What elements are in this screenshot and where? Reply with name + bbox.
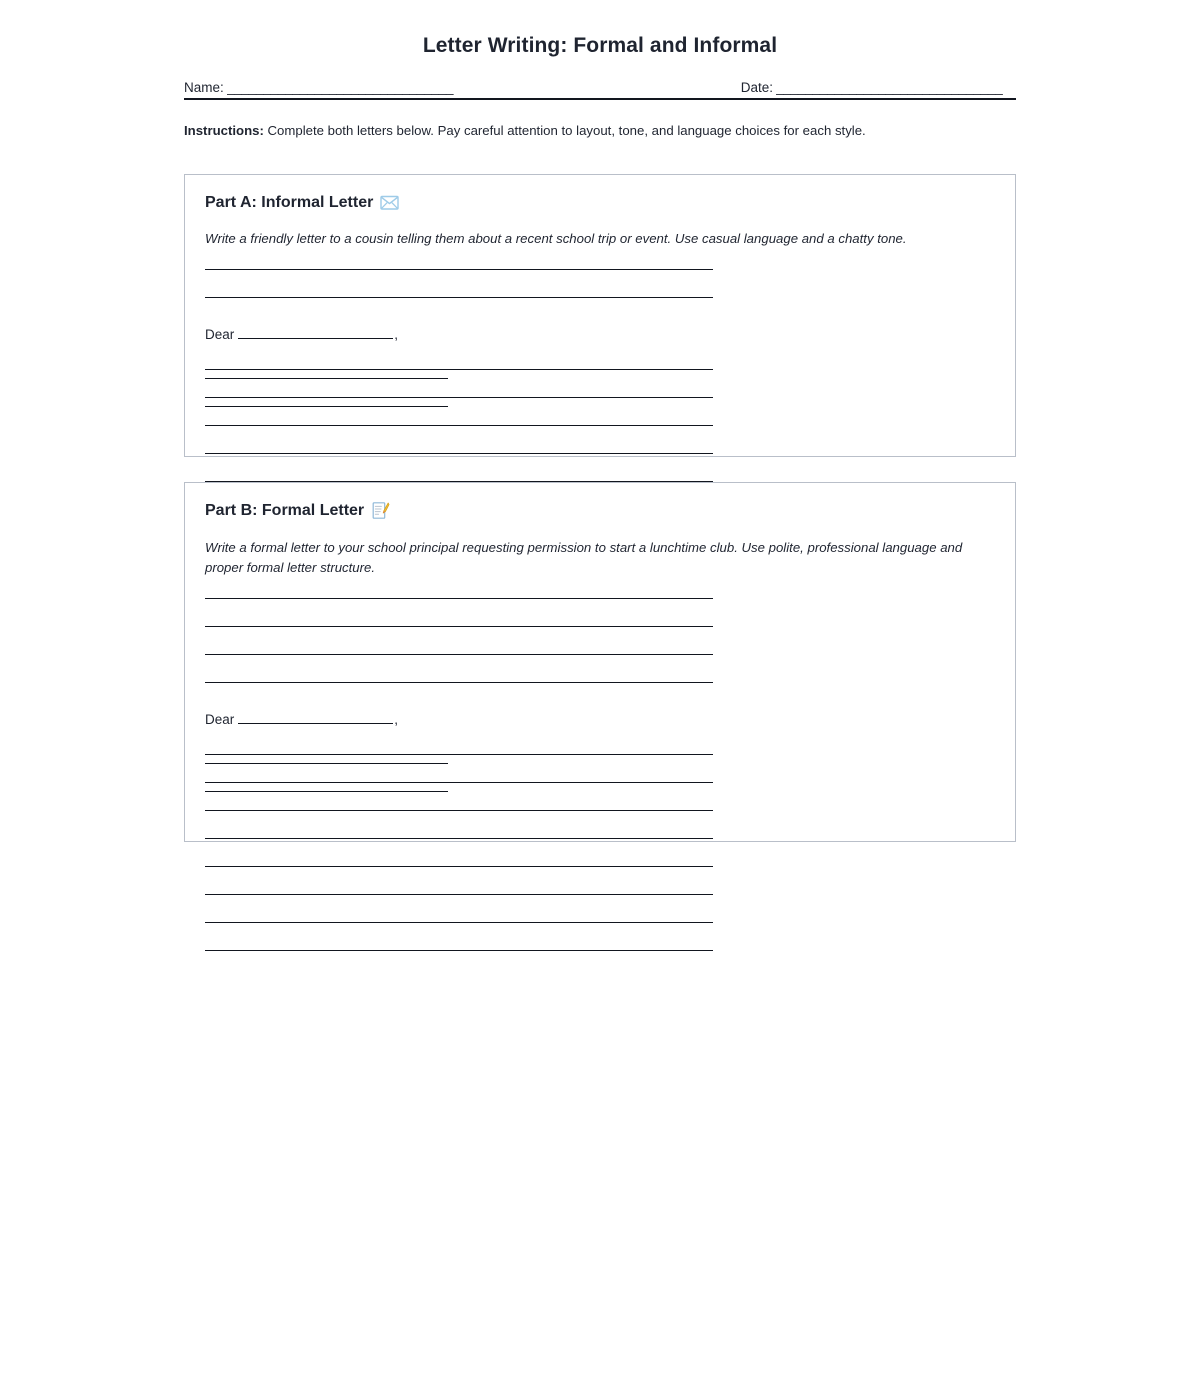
write-line[interactable] — [205, 654, 713, 655]
write-line[interactable] — [205, 763, 448, 764]
salutation-blank[interactable] — [238, 710, 393, 724]
write-line[interactable] — [205, 369, 713, 370]
write-line[interactable] — [205, 922, 713, 923]
instructions — [184, 121, 1016, 140]
date-field[interactable] — [741, 80, 1016, 95]
write-line[interactable] — [205, 754, 713, 755]
section-b-body-lines — [205, 754, 995, 756]
date-label: Date: — [740, 80, 773, 95]
salutation-label: Dear — [205, 711, 235, 727]
name-input-blank[interactable]: _______________________________ — [226, 80, 454, 95]
write-line[interactable] — [205, 838, 713, 839]
instructions-label: Instructions: — [184, 123, 264, 138]
write-line[interactable] — [205, 866, 713, 867]
section-a-heading — [205, 193, 995, 212]
page-title: Letter Writing: Formal and Informal — [422, 34, 778, 57]
section-a-salutation — [205, 325, 995, 342]
section-b-prompt: Write a formal letter to your school principal requesting permission to start a lunchtime club. Use polite, professional language and proper formal letter structure. — [205, 539, 963, 575]
write-line[interactable] — [205, 378, 448, 379]
write-line[interactable] — [205, 406, 448, 407]
write-line[interactable] — [205, 894, 713, 895]
section-a-title: Part A: Informal Letter — [205, 194, 374, 212]
write-line[interactable] — [205, 626, 713, 627]
section-b-title: Part B: Formal Letter — [205, 502, 365, 520]
write-line[interactable] — [205, 453, 713, 454]
section-b-closing-lines — [205, 763, 995, 792]
name-date-row — [184, 80, 1016, 95]
section-b-heading — [205, 501, 995, 520]
salutation-blank[interactable] — [238, 325, 393, 339]
section-b-address-lines — [205, 598, 995, 683]
name-label: Name: — [184, 80, 224, 95]
write-line[interactable] — [205, 791, 448, 792]
instructions-text: Complete both letters below. Pay careful attention to layout, tone, and language choices for each style. — [263, 123, 866, 138]
write-line[interactable] — [205, 269, 713, 270]
write-line[interactable] — [205, 425, 713, 426]
salutation-comma: , — [394, 327, 399, 343]
write-line[interactable] — [205, 810, 713, 811]
date-input-blank[interactable]: _______________________________ — [776, 80, 1003, 95]
write-line[interactable] — [205, 682, 713, 683]
memo-pencil-icon — [371, 501, 390, 520]
salutation-comma: , — [394, 711, 399, 727]
salutation-label: Dear — [205, 327, 235, 343]
write-line[interactable] — [205, 950, 713, 951]
section-part-a — [184, 174, 1016, 457]
write-line[interactable] — [205, 297, 713, 298]
section-b-salutation — [205, 710, 995, 727]
section-a-closing-lines — [205, 378, 995, 407]
section-a-prompt: Write a friendly letter to a cousin telling them about a recent school trip or event. Use casual language and a chatty tone. — [205, 231, 907, 247]
section-a-address-lines — [205, 269, 995, 298]
header-divider — [184, 98, 1016, 100]
section-a-body-lines — [205, 369, 995, 371]
write-line[interactable] — [205, 598, 713, 599]
name-field[interactable] — [184, 80, 467, 95]
envelope-icon — [380, 193, 399, 212]
section-part-b — [184, 482, 1016, 841]
